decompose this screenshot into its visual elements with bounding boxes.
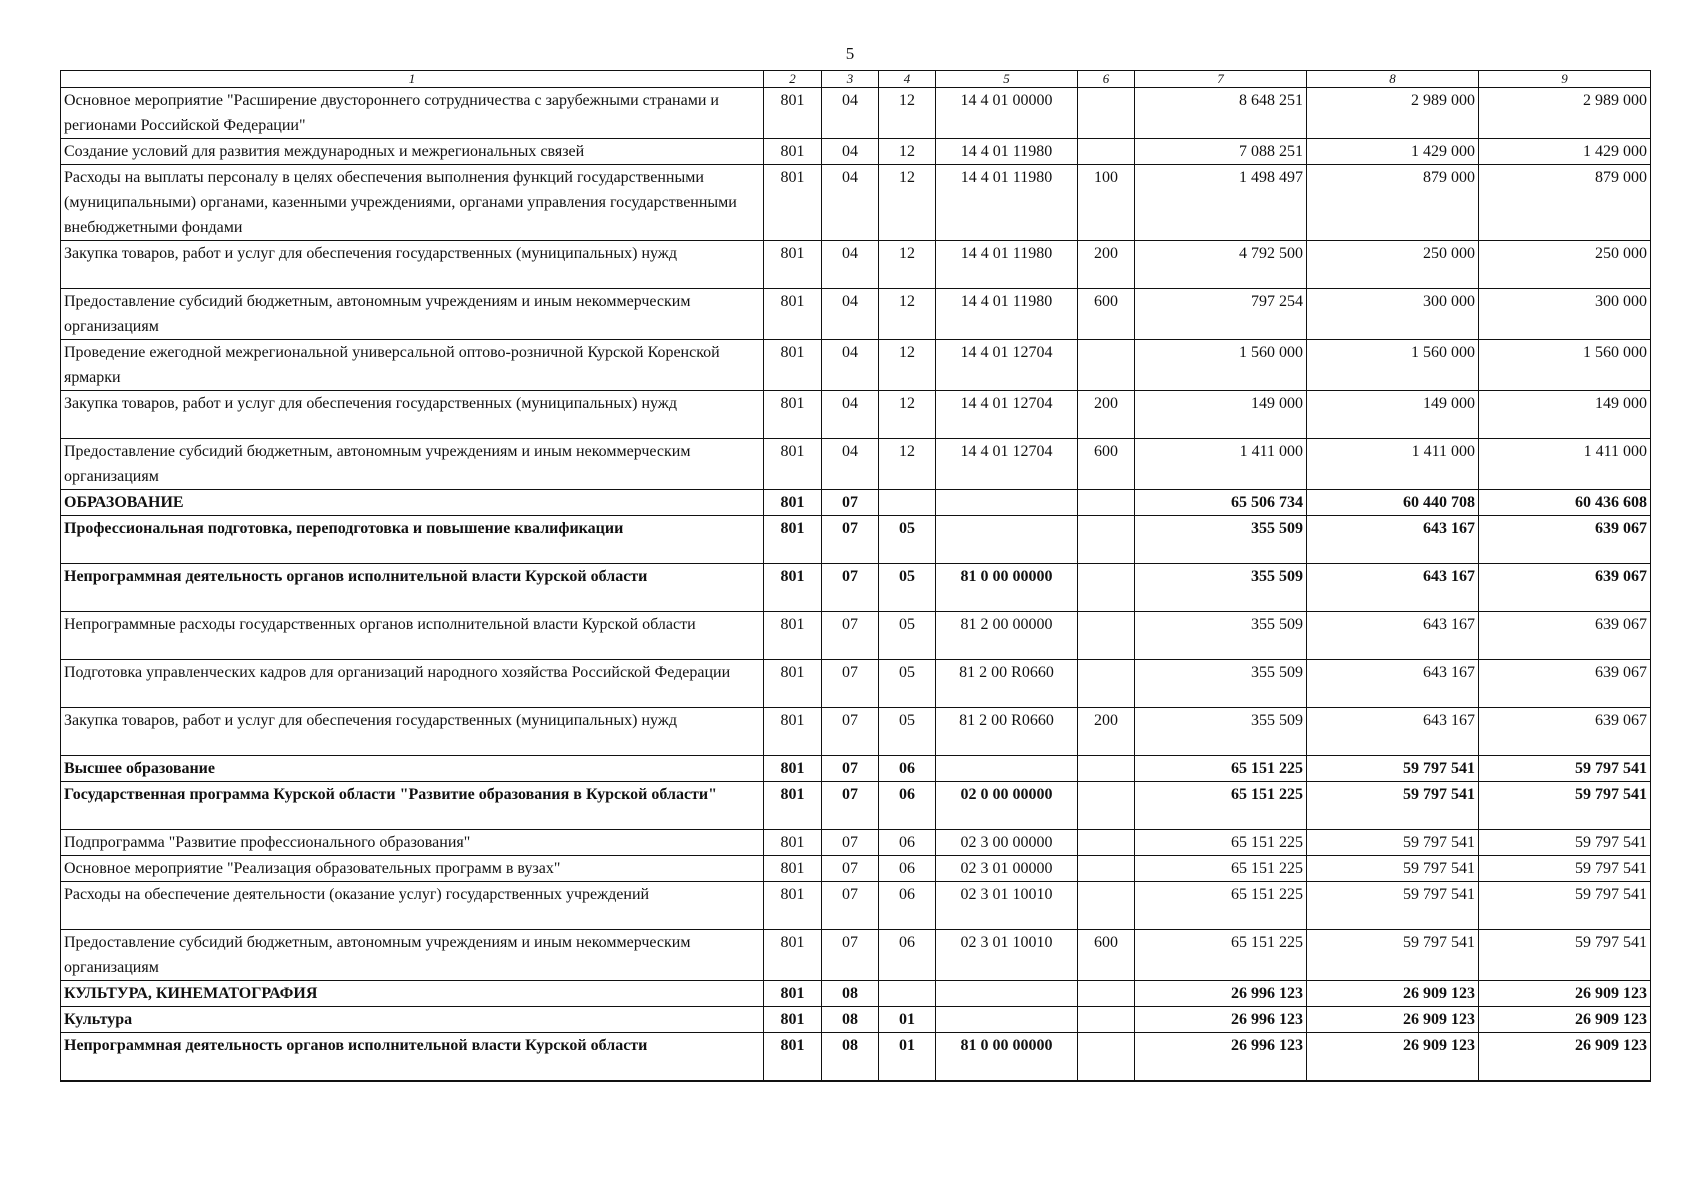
column-number: 2 — [764, 71, 822, 88]
row-csr: 02 3 01 10010 — [936, 930, 1078, 981]
row-name: Подпрограмма "Развитие профессионального образования" — [61, 830, 764, 856]
row-gr: 801 — [764, 708, 822, 756]
row-gr: 801 — [764, 289, 822, 340]
row-name: Закупка товаров, работ и услуг для обеспечения государственных (муниципальных) нужд — [61, 708, 764, 756]
page-number: 5 — [845, 44, 855, 63]
row-value-9: 60 436 608 — [1479, 490, 1651, 516]
row-value-9: 879 000 — [1479, 165, 1651, 241]
row-value-8: 643 167 — [1307, 708, 1479, 756]
row-vr: 600 — [1078, 289, 1135, 340]
row-pr: 06 — [879, 830, 936, 856]
row-value-9: 59 797 541 — [1479, 756, 1651, 782]
row-rz: 07 — [822, 930, 879, 981]
table-row — [61, 930, 1651, 981]
row-pr: 06 — [879, 782, 936, 830]
row-value-8: 643 167 — [1307, 660, 1479, 708]
row-rz: 04 — [822, 391, 879, 439]
row-rz: 07 — [822, 564, 879, 612]
row-value-7: 797 254 — [1135, 289, 1307, 340]
row-value-9: 639 067 — [1479, 564, 1651, 612]
table-row — [61, 490, 1651, 516]
row-value-7: 26 996 123 — [1135, 1007, 1307, 1033]
table-row — [61, 289, 1651, 340]
row-rz: 08 — [822, 1007, 879, 1033]
row-gr: 801 — [764, 756, 822, 782]
row-vr — [1078, 1007, 1135, 1033]
row-name: Проведение ежегодной межрегиональной универсальной оптово-розничной Курской Коренской ярмарки — [61, 340, 764, 391]
row-value-9: 59 797 541 — [1479, 782, 1651, 830]
row-pr — [879, 981, 936, 1007]
row-pr: 05 — [879, 612, 936, 660]
row-value-9: 1 411 000 — [1479, 439, 1651, 490]
row-rz: 04 — [822, 165, 879, 241]
row-value-9: 639 067 — [1479, 612, 1651, 660]
table-row — [61, 756, 1651, 782]
row-vr — [1078, 612, 1135, 660]
row-vr — [1078, 830, 1135, 856]
table-row — [61, 660, 1651, 708]
row-value-8: 59 797 541 — [1307, 830, 1479, 856]
row-value-7: 355 509 — [1135, 516, 1307, 564]
row-value-8: 1 429 000 — [1307, 139, 1479, 165]
row-vr — [1078, 856, 1135, 882]
row-csr — [936, 981, 1078, 1007]
row-csr: 81 0 00 00000 — [936, 564, 1078, 612]
row-pr: 12 — [879, 241, 936, 289]
row-value-7: 4 792 500 — [1135, 241, 1307, 289]
row-rz: 07 — [822, 516, 879, 564]
column-number: 9 — [1479, 71, 1651, 88]
row-gr: 801 — [764, 439, 822, 490]
table-row — [61, 439, 1651, 490]
row-pr: 12 — [879, 165, 936, 241]
table-row — [61, 241, 1651, 289]
row-value-8: 149 000 — [1307, 391, 1479, 439]
row-value-9: 250 000 — [1479, 241, 1651, 289]
row-csr: 14 4 01 11980 — [936, 241, 1078, 289]
row-rz: 04 — [822, 289, 879, 340]
column-number: 4 — [879, 71, 936, 88]
row-value-9: 26 909 123 — [1479, 1033, 1651, 1082]
row-name: Культура — [61, 1007, 764, 1033]
row-rz: 07 — [822, 882, 879, 930]
row-gr: 801 — [764, 165, 822, 241]
row-gr: 801 — [764, 88, 822, 139]
row-vr — [1078, 340, 1135, 391]
row-name: Создание условий для развития международных и межрегиональных связей — [61, 139, 764, 165]
row-value-7: 8 648 251 — [1135, 88, 1307, 139]
row-rz: 08 — [822, 981, 879, 1007]
row-pr: 01 — [879, 1033, 936, 1082]
row-name: Непрограммная деятельность органов исполнительной власти Курской области — [61, 1033, 764, 1082]
row-pr: 05 — [879, 564, 936, 612]
row-gr: 801 — [764, 612, 822, 660]
row-vr: 600 — [1078, 930, 1135, 981]
row-value-7: 355 509 — [1135, 564, 1307, 612]
row-csr: 81 2 00 R0660 — [936, 708, 1078, 756]
row-value-8: 59 797 541 — [1307, 782, 1479, 830]
row-pr: 12 — [879, 391, 936, 439]
row-value-9: 59 797 541 — [1479, 856, 1651, 882]
row-name: Непрограммная деятельность органов исполнительной власти Курской области — [61, 564, 764, 612]
table-row — [61, 88, 1651, 139]
row-vr — [1078, 139, 1135, 165]
row-value-7: 7 088 251 — [1135, 139, 1307, 165]
column-number-row — [61, 71, 1651, 88]
row-value-7: 65 151 225 — [1135, 930, 1307, 981]
row-value-7: 65 506 734 — [1135, 490, 1307, 516]
row-value-8: 59 797 541 — [1307, 930, 1479, 981]
row-csr: 81 2 00 00000 — [936, 612, 1078, 660]
row-name: Государственная программа Курской области "Развитие образования в Курской области" — [61, 782, 764, 830]
row-value-8: 2 989 000 — [1307, 88, 1479, 139]
budget-table — [60, 70, 1651, 1082]
row-value-7: 26 996 123 — [1135, 981, 1307, 1007]
row-value-9: 639 067 — [1479, 708, 1651, 756]
row-name: Основное мероприятие "Расширение двустороннего сотрудничества с зарубежными странами и регионами Российской Федерации" — [61, 88, 764, 139]
row-pr: 01 — [879, 1007, 936, 1033]
row-value-8: 59 797 541 — [1307, 856, 1479, 882]
row-vr — [1078, 981, 1135, 1007]
table-row — [61, 612, 1651, 660]
row-pr: 05 — [879, 660, 936, 708]
table-row — [61, 564, 1651, 612]
row-csr: 14 4 01 12704 — [936, 391, 1078, 439]
row-value-8: 26 909 123 — [1307, 1007, 1479, 1033]
row-csr: 14 4 01 12704 — [936, 340, 1078, 391]
row-name: Предоставление субсидий бюджетным, автономным учреждениям и иным некоммерческим организациям — [61, 439, 764, 490]
row-value-8: 643 167 — [1307, 564, 1479, 612]
table-row — [61, 708, 1651, 756]
row-name: Расходы на выплаты персоналу в целях обеспечения выполнения функций государственными (муниципальными) органами, казенными учреждениями, органами управления государственными внебюджетными фондами — [61, 165, 764, 241]
table-row — [61, 856, 1651, 882]
row-value-7: 1 560 000 — [1135, 340, 1307, 391]
row-value-9: 26 909 123 — [1479, 1007, 1651, 1033]
row-csr: 14 4 01 11980 — [936, 289, 1078, 340]
row-value-8: 300 000 — [1307, 289, 1479, 340]
row-pr: 06 — [879, 756, 936, 782]
row-rz: 07 — [822, 856, 879, 882]
row-gr: 801 — [764, 782, 822, 830]
row-value-8: 1 560 000 — [1307, 340, 1479, 391]
row-name: Расходы на обеспечение деятельности (оказание услуг) государственных учреждений — [61, 882, 764, 930]
row-rz: 07 — [822, 830, 879, 856]
row-value-9: 149 000 — [1479, 391, 1651, 439]
row-name: Профессиональная подготовка, переподготовка и повышение квалификации — [61, 516, 764, 564]
row-csr — [936, 516, 1078, 564]
row-gr: 801 — [764, 340, 822, 391]
row-gr: 801 — [764, 241, 822, 289]
row-value-7: 65 151 225 — [1135, 782, 1307, 830]
row-value-8: 643 167 — [1307, 516, 1479, 564]
row-value-7: 355 509 — [1135, 612, 1307, 660]
row-gr: 801 — [764, 490, 822, 516]
row-value-9: 300 000 — [1479, 289, 1651, 340]
row-vr: 200 — [1078, 391, 1135, 439]
row-vr — [1078, 1033, 1135, 1082]
row-vr: 600 — [1078, 439, 1135, 490]
row-name: Подготовка управленческих кадров для организаций народного хозяйства Российской Федерации — [61, 660, 764, 708]
row-rz: 07 — [822, 660, 879, 708]
row-value-8: 643 167 — [1307, 612, 1479, 660]
row-value-8: 59 797 541 — [1307, 756, 1479, 782]
column-number: 6 — [1078, 71, 1135, 88]
row-value-7: 65 151 225 — [1135, 830, 1307, 856]
table-row — [61, 391, 1651, 439]
row-csr: 02 3 00 00000 — [936, 830, 1078, 856]
row-gr: 801 — [764, 139, 822, 165]
row-csr — [936, 756, 1078, 782]
row-name: Предоставление субсидий бюджетным, автономным учреждениям и иным некоммерческим организациям — [61, 289, 764, 340]
table-row — [61, 340, 1651, 391]
row-csr: 02 3 01 10010 — [936, 882, 1078, 930]
row-rz: 07 — [822, 782, 879, 830]
row-rz: 04 — [822, 340, 879, 391]
row-name: Предоставление субсидий бюджетным, автономным учреждениям и иным некоммерческим организациям — [61, 930, 764, 981]
row-rz: 08 — [822, 1033, 879, 1082]
row-pr: 06 — [879, 930, 936, 981]
row-value-7: 65 151 225 — [1135, 882, 1307, 930]
row-vr: 100 — [1078, 165, 1135, 241]
row-pr: 05 — [879, 708, 936, 756]
row-gr: 801 — [764, 856, 822, 882]
row-value-8: 1 411 000 — [1307, 439, 1479, 490]
row-csr — [936, 490, 1078, 516]
row-gr: 801 — [764, 830, 822, 856]
row-value-8: 60 440 708 — [1307, 490, 1479, 516]
row-gr: 801 — [764, 1033, 822, 1082]
row-gr: 801 — [764, 882, 822, 930]
row-value-9: 1 429 000 — [1479, 139, 1651, 165]
row-rz: 07 — [822, 708, 879, 756]
row-value-7: 65 151 225 — [1135, 856, 1307, 882]
row-name: ОБРАЗОВАНИЕ — [61, 490, 764, 516]
row-value-9: 639 067 — [1479, 516, 1651, 564]
row-csr: 81 2 00 R0660 — [936, 660, 1078, 708]
row-csr: 14 4 01 12704 — [936, 439, 1078, 490]
row-rz: 07 — [822, 612, 879, 660]
row-vr — [1078, 490, 1135, 516]
row-name: Основное мероприятие "Реализация образовательных программ в вузах" — [61, 856, 764, 882]
row-value-8: 59 797 541 — [1307, 882, 1479, 930]
row-pr: 12 — [879, 139, 936, 165]
row-rz: 07 — [822, 756, 879, 782]
row-pr: 12 — [879, 340, 936, 391]
row-rz: 04 — [822, 241, 879, 289]
row-value-7: 1 411 000 — [1135, 439, 1307, 490]
row-pr: 12 — [879, 439, 936, 490]
row-value-9: 639 067 — [1479, 660, 1651, 708]
row-pr — [879, 490, 936, 516]
row-value-7: 1 498 497 — [1135, 165, 1307, 241]
row-rz: 04 — [822, 88, 879, 139]
row-rz: 04 — [822, 139, 879, 165]
row-pr: 12 — [879, 289, 936, 340]
table-row — [61, 830, 1651, 856]
column-number: 1 — [61, 71, 764, 88]
table-row — [61, 1033, 1651, 1082]
row-value-7: 149 000 — [1135, 391, 1307, 439]
row-csr: 02 0 00 00000 — [936, 782, 1078, 830]
column-number: 8 — [1307, 71, 1479, 88]
table-row — [61, 516, 1651, 564]
row-gr: 801 — [764, 516, 822, 564]
row-vr — [1078, 564, 1135, 612]
row-csr: 14 4 01 11980 — [936, 165, 1078, 241]
row-vr — [1078, 756, 1135, 782]
row-gr: 801 — [764, 391, 822, 439]
row-vr — [1078, 516, 1135, 564]
column-number: 7 — [1135, 71, 1307, 88]
row-rz: 07 — [822, 490, 879, 516]
row-value-8: 879 000 — [1307, 165, 1479, 241]
row-value-7: 26 996 123 — [1135, 1033, 1307, 1082]
row-vr: 200 — [1078, 708, 1135, 756]
row-csr: 02 3 01 00000 — [936, 856, 1078, 882]
row-name: Закупка товаров, работ и услуг для обеспечения государственных (муниципальных) нужд — [61, 391, 764, 439]
row-value-9: 2 989 000 — [1479, 88, 1651, 139]
table-row — [61, 139, 1651, 165]
row-gr: 801 — [764, 930, 822, 981]
row-rz: 04 — [822, 439, 879, 490]
row-vr — [1078, 88, 1135, 139]
row-name: Непрограммные расходы государственных органов исполнительной власти Курской области — [61, 612, 764, 660]
row-vr — [1078, 660, 1135, 708]
table-row — [61, 782, 1651, 830]
row-value-9: 59 797 541 — [1479, 930, 1651, 981]
row-value-8: 26 909 123 — [1307, 1033, 1479, 1082]
row-gr: 801 — [764, 1007, 822, 1033]
row-value-9: 59 797 541 — [1479, 830, 1651, 856]
table-row — [61, 165, 1651, 241]
row-value-7: 65 151 225 — [1135, 756, 1307, 782]
row-name: Высшее образование — [61, 756, 764, 782]
row-gr: 801 — [764, 564, 822, 612]
row-csr: 14 4 01 11980 — [936, 139, 1078, 165]
row-csr: 81 0 00 00000 — [936, 1033, 1078, 1082]
row-pr: 06 — [879, 856, 936, 882]
row-csr: 14 4 01 00000 — [936, 88, 1078, 139]
row-gr: 801 — [764, 981, 822, 1007]
column-number: 5 — [936, 71, 1078, 88]
row-pr: 12 — [879, 88, 936, 139]
row-value-8: 26 909 123 — [1307, 981, 1479, 1007]
row-value-8: 250 000 — [1307, 241, 1479, 289]
row-gr: 801 — [764, 660, 822, 708]
row-value-7: 355 509 — [1135, 708, 1307, 756]
row-name: КУЛЬТУРА, КИНЕМАТОГРАФИЯ — [61, 981, 764, 1007]
row-value-9: 59 797 541 — [1479, 882, 1651, 930]
table-row — [61, 981, 1651, 1007]
column-number: 3 — [822, 71, 879, 88]
row-vr — [1078, 782, 1135, 830]
row-csr — [936, 1007, 1078, 1033]
row-vr: 200 — [1078, 241, 1135, 289]
row-name: Закупка товаров, работ и услуг для обеспечения государственных (муниципальных) нужд — [61, 241, 764, 289]
row-value-9: 26 909 123 — [1479, 981, 1651, 1007]
row-pr: 06 — [879, 882, 936, 930]
row-value-9: 1 560 000 — [1479, 340, 1651, 391]
row-value-7: 355 509 — [1135, 660, 1307, 708]
row-pr: 05 — [879, 516, 936, 564]
table-row — [61, 1007, 1651, 1033]
row-vr — [1078, 882, 1135, 930]
table-row — [61, 882, 1651, 930]
